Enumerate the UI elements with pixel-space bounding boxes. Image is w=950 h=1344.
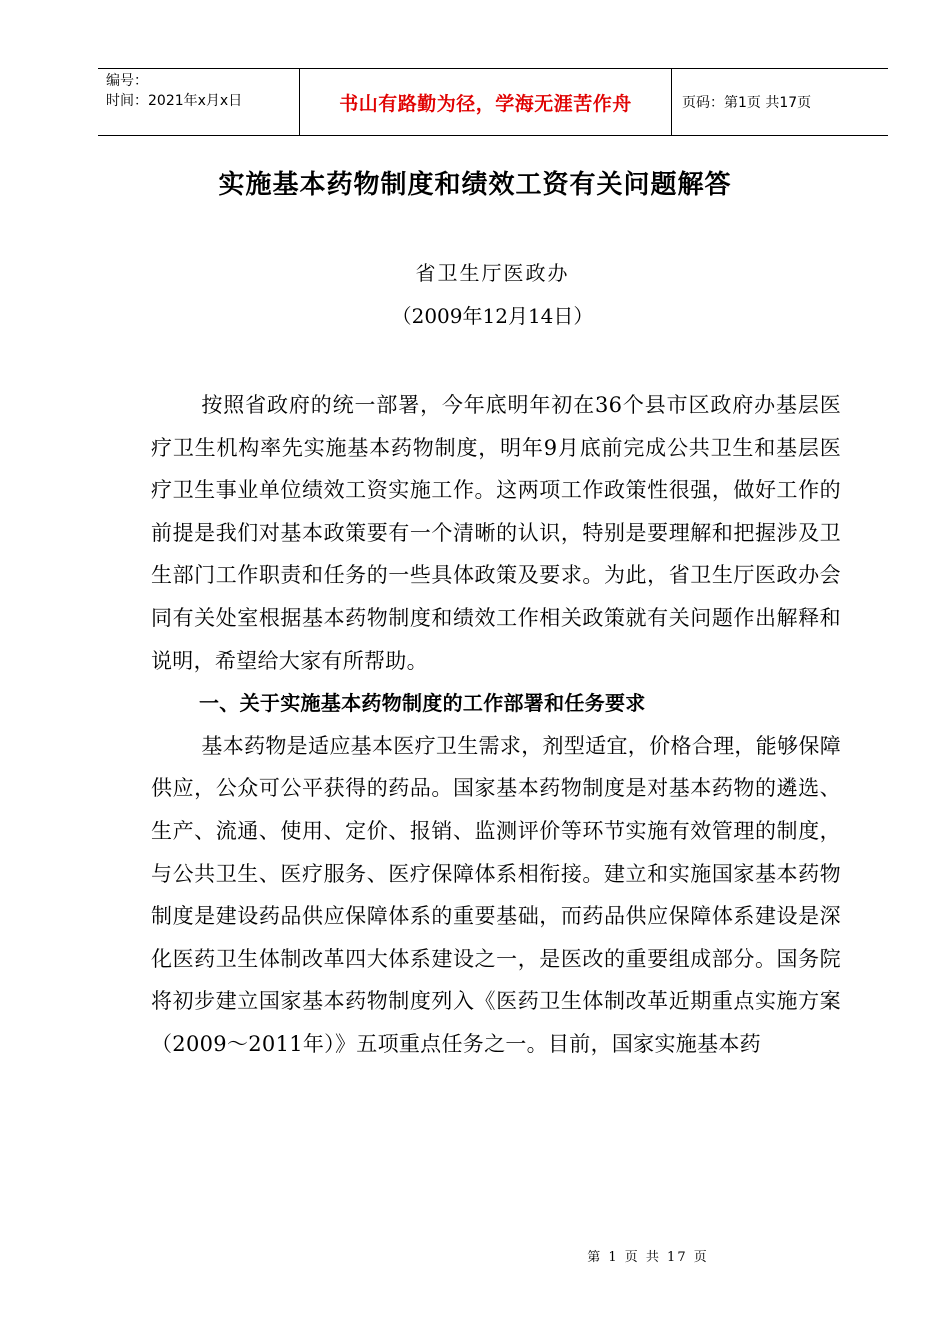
document-body	[151, 384, 841, 1066]
document-date: （2009年12月14日）	[391, 304, 594, 328]
section-heading: 一、关于实施基本药物制度的工作部署和任务要求	[199, 691, 646, 716]
header-page-info: 页码：第1页 共17页	[682, 95, 812, 111]
paragraph-intro: 按照省政府的统一部署，今年底明年初在36个县市区政府办基层医疗卫生机构率先实施基本药物制度，明年9月底前完成公共卫生和基层医疗卫生事业单位绩效工资实施工作。这两项工作政策性很强，做好工作的前提是我们对基本政策要有一个清晰的认识，特别是要理解和把握涉及卫生部门工作职责和任务的一些具体政策及要求。为此，省卫生厅医政办会同有关处室根据基本药物制度和绩效工作相关政策就有关问题作出解释和说明，希望给大家有所帮助。	[151, 393, 841, 673]
time-label: 时间：2021年x月x日	[106, 93, 243, 109]
document-author: 省卫生厅医政办	[415, 261, 570, 285]
document-header	[98, 68, 888, 136]
header-meta-cell	[98, 69, 300, 135]
paragraph-section-1: 基本药物是适应基本医疗卫生需求，剂型适宜，价格合理，能够保障供应，公众可公平获得的药品。国家基本药物制度是对基本药物的遴选、生产、流通、使用、定价、报销、监测评价等环节实施有效管理的制度，与公共卫生、医疗服务、医疗保障体系相衔接。建立和实施国家基本药物制度是建设药品供应保障体系的重要基础，而药品供应保障体系建设是深化医药卫生体制改革四大体系建设之一，是医改的重要组成部分。国务院将初步建立国家基本药物制度列入《医药卫生体制改革近期重点实施方案（2009～2011年）》五项重点任务之一。目前，国家实施基本药	[151, 733, 841, 1056]
document-title: 实施基本药物制度和绩效工资有关问题解答	[218, 170, 732, 200]
serial-label: 编号：	[106, 73, 148, 89]
page-footer: 第 1 页 共 17 页	[587, 1250, 709, 1265]
header-motto: 书山有路勤为径，学海无涯苦作舟	[300, 69, 672, 135]
